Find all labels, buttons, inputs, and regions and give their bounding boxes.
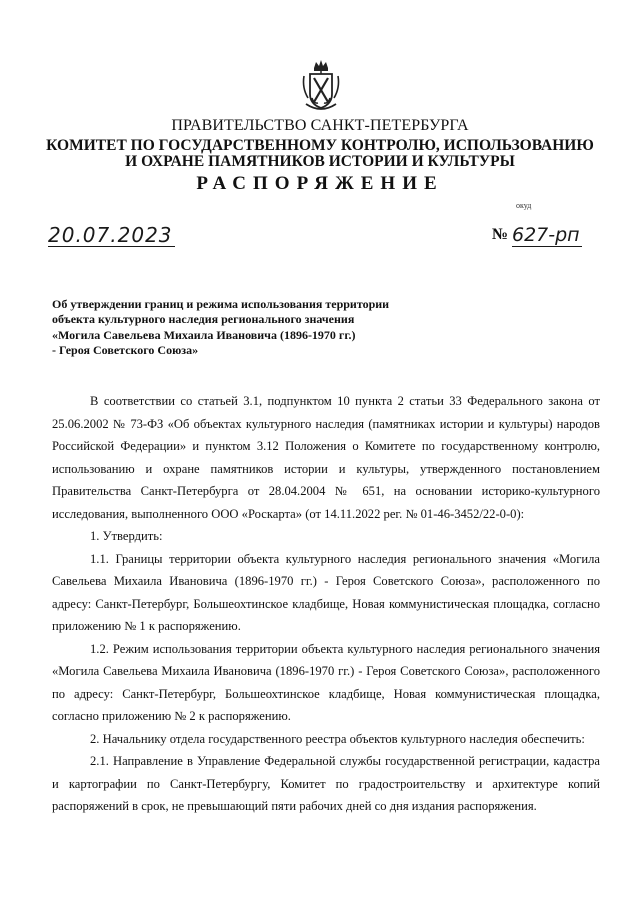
number-sign: № — [492, 226, 509, 243]
handwritten-date: 20.07.2023 — [48, 223, 173, 247]
intro-paragraph: В соответствии со статьей 3.1, подпунктом 10 пункта 2 статьи 33 Федерального закона от 25.06.2002 № 73-ФЗ «Об объектах культурного наследия (памятниках истории и культуры) народов Российской Федерации» и пунктом 3.12 Положения о Комитете по государственному контролю, использованию и охране памятников истории и культуры, утвержденного постановлением Правительства Санкт-Петербурга от 28.04.2004 № 651, на основании историко-культурного исследования, выполненного ООО «Роскарта» (от 14.11.2022 рег. № 01-46-3452/22-0-0): — [52, 394, 600, 521]
subject-line: «Могила Савельева Михаила Ивановича (1896-1970 гг.) — [52, 327, 356, 342]
saint-petersburg-coat-of-arms-icon — [300, 58, 342, 116]
subject-line: - Героя Советского Союза» — [52, 343, 199, 358]
subject-line: объекта культурного наследия регионального значения — [52, 312, 355, 327]
okud-label: окуд — [516, 201, 532, 210]
document-type-title: РАСПОРЯЖЕНИЕ — [196, 173, 444, 194]
document-subject — [52, 297, 389, 359]
government-title: ПРАВИТЕЛЬСТВО САНКТ-ПЕТЕРБУРГА — [171, 117, 469, 134]
item-2-1: 2.1. Направление в Управление Федеральной службы государственной регистрации, кадастра и картографии по Санкт-Петербургу, Комитет по градостроительству и архитектуре копий распоряжений в срок, не превышающий пяти рабочих дней со дня издания распоряжения. — [52, 754, 600, 813]
item-1-1: 1.1. Границы территории объекта культурного наследия регионального значения «Могила Савельева Михаила Ивановича (1896-1970 гг.) - Героя Советского Союза», расположенного по адресу: Санкт-Петербург, Большеохтинское кладбище, Новая коммунистическая площадка, согласно приложению № 1 к распоряжению. — [52, 551, 600, 633]
document-body — [52, 390, 600, 818]
committee-title-line-1: КОМИТЕТ ПО ГОСУДАРСТВЕННОМУ КОНТРОЛЮ, ИСПОЛЬЗОВАНИЮ — [46, 137, 594, 154]
item-1: 1. Утвердить: — [90, 529, 163, 543]
subject-line: Об утверждении границ и режима использования территории — [52, 297, 390, 311]
committee-title-line-2: И ОХРАНЕ ПАМЯТНИКОВ ИСТОРИИ И КУЛЬТУРЫ — [125, 153, 515, 170]
handwritten-number: 627-рп — [512, 224, 580, 246]
item-2: 2. Начальнику отдела государственного реестра объектов культурного наследия обеспечить: — [90, 731, 585, 746]
item-1-2: 1.2. Режим использования территории объекта культурного наследия регионального значения «Могила Савельева Михаила Ивановича (1896-1970 гг.) - Героя Советского Союза», расположенного по адресу: Санкт-Петербург, Большеохтинское кладбище, Новая коммунистическая площадка, согласно приложению № 2 к распоряжению. — [52, 641, 600, 723]
